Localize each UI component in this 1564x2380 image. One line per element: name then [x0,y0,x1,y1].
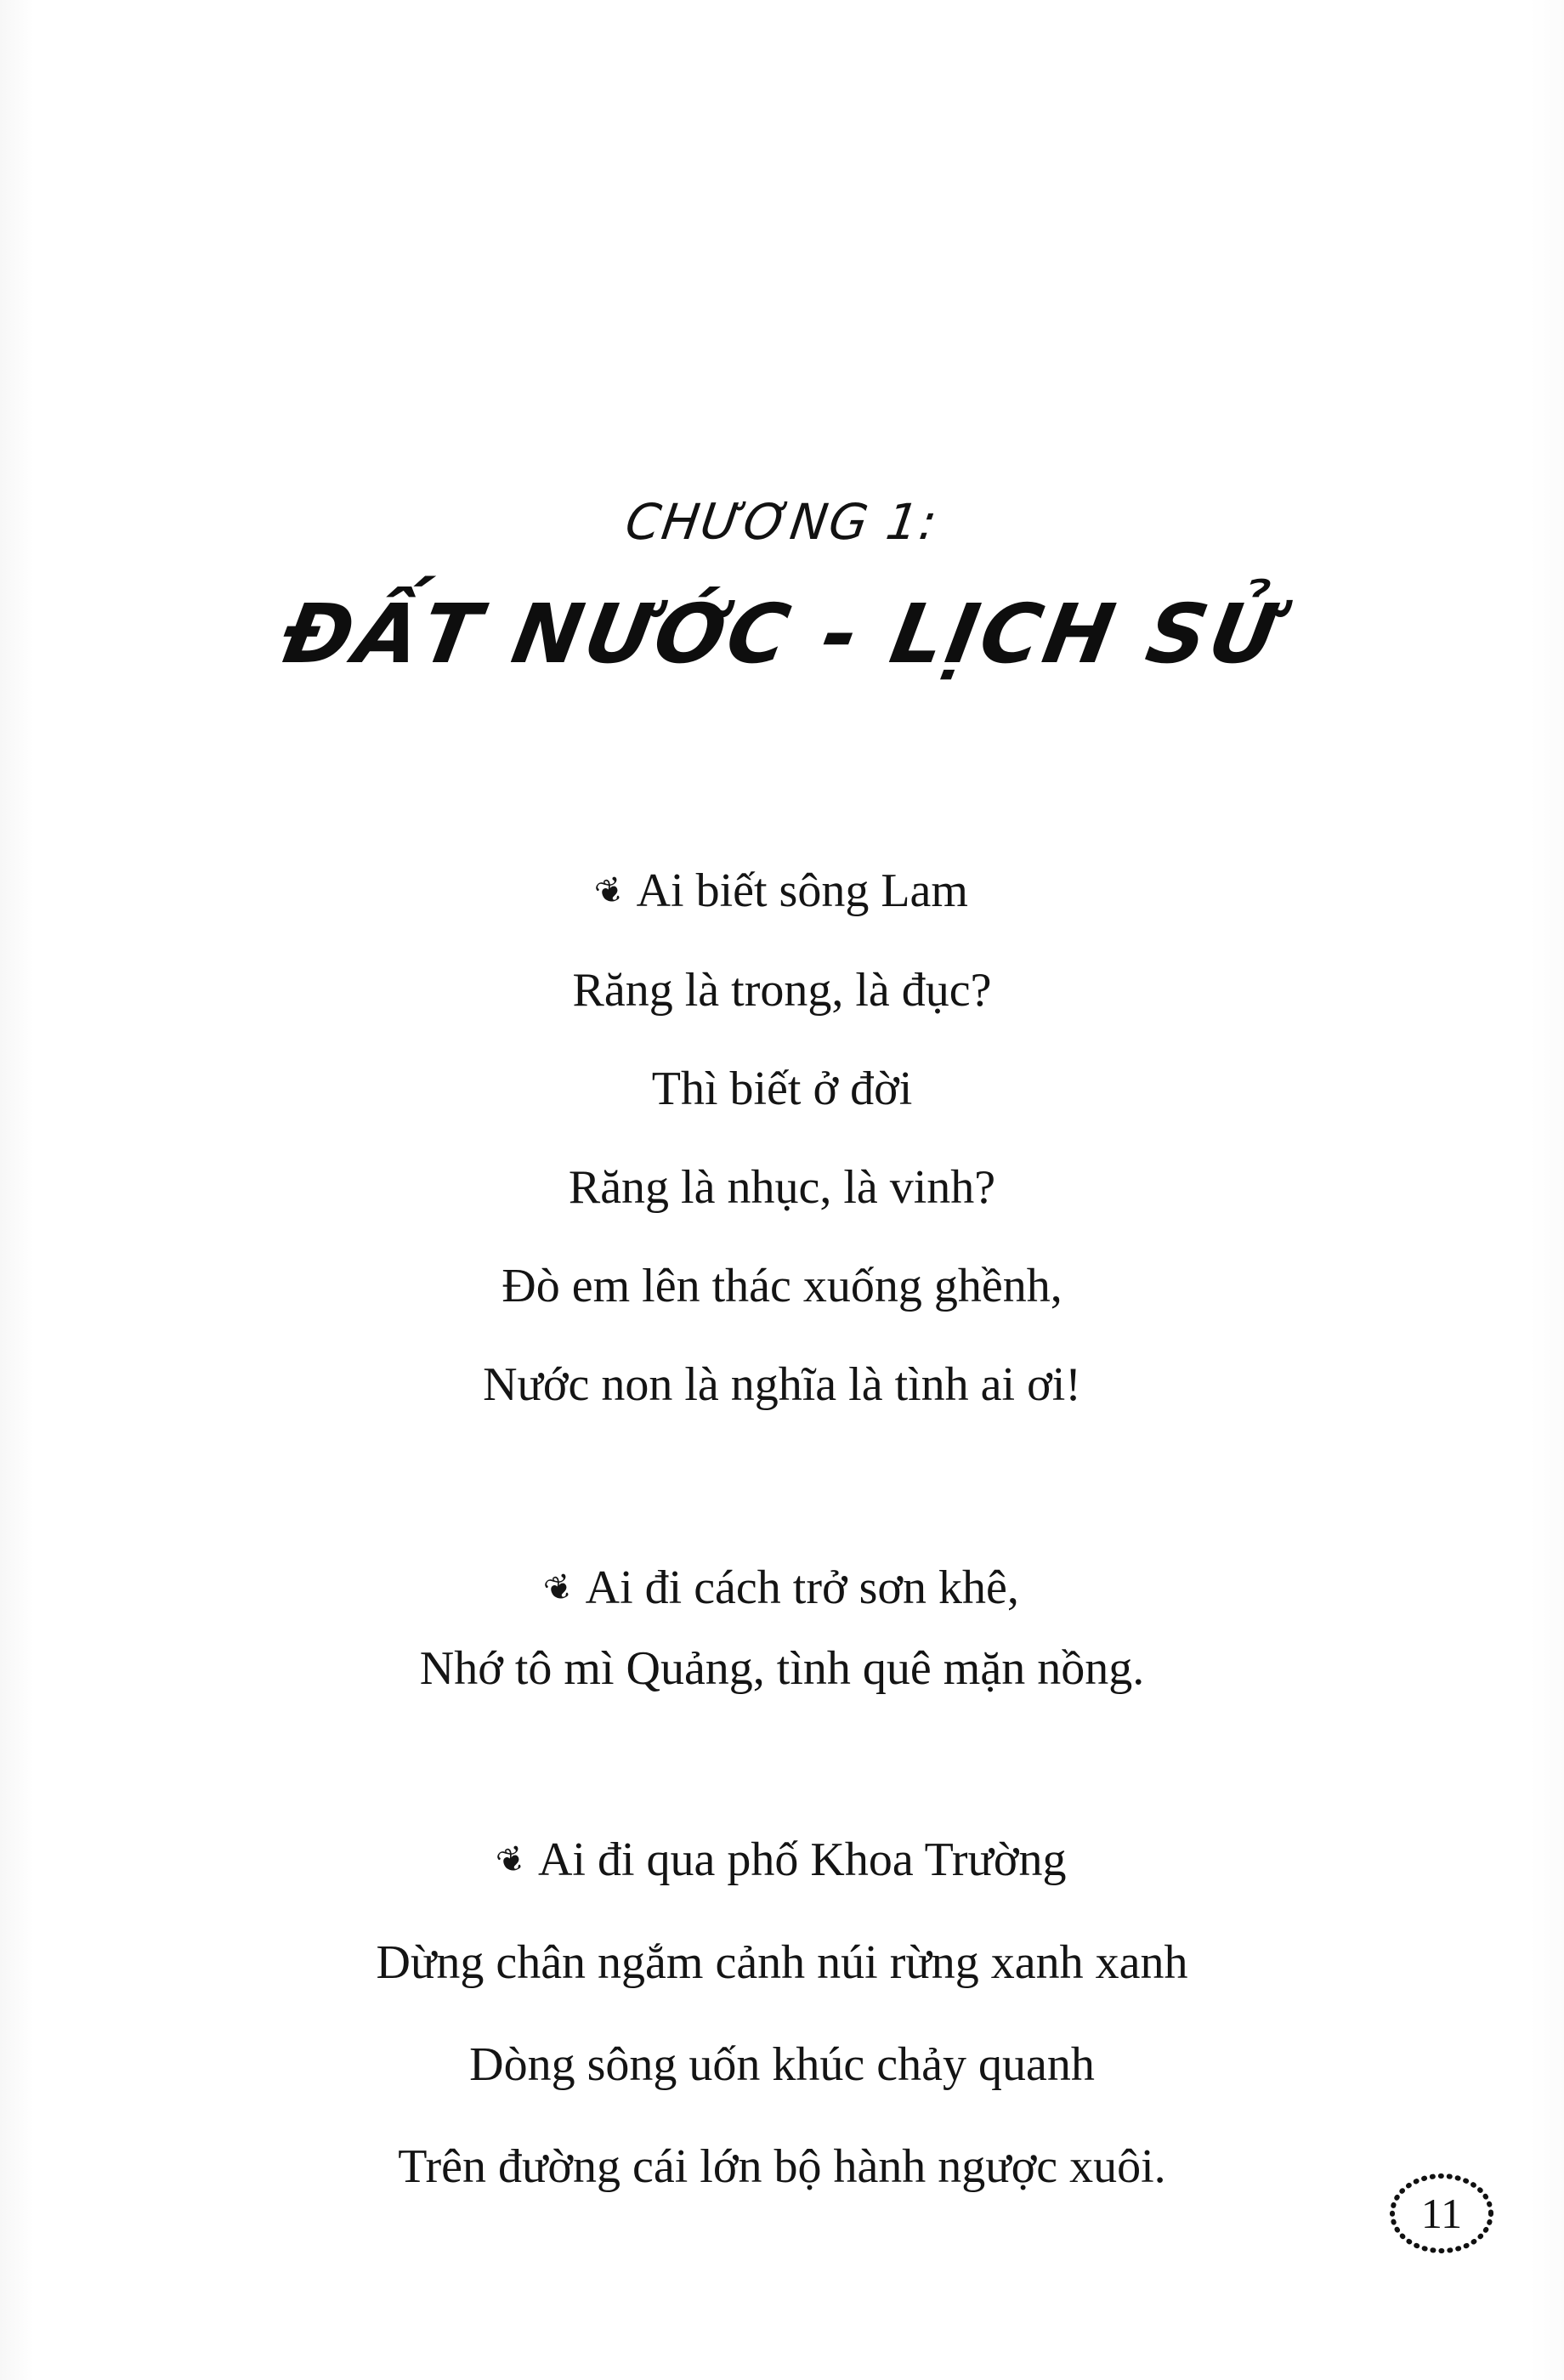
chapter-title: ĐẤT NƯỚC - LỊCH SỬ [275,586,1289,682]
verse-line: Nhớ tô mì Quảng, tình quê mặn nồng. [419,1642,1145,1695]
verse-2 [0,1561,1564,1725]
verse-line: Dòng sông uốn khúc chảy quanh [469,2038,1095,2091]
verse-line: ❦ Ai đi cách trở sơn khê, [0,1564,1564,1612]
leaf-bullet-icon: ❦ [590,868,631,915]
leaf-bullet-icon: ❦ [491,1837,532,1884]
verse-line: Trên đường cái lớn bộ hành ngược xuôi. [398,2140,1166,2193]
verse-1 [0,864,1564,1459]
verse-line: Răng là trong, là đục? [572,964,992,1017]
page-number-badge [1387,2169,1496,2258]
verse-3 [0,1833,1564,2245]
verse-line: Đò em lên thác xuống ghềnh, [502,1260,1062,1312]
verse-line: ❦ Ai biết sông Lam [0,867,1564,915]
page-number: 11 [1420,2190,1463,2237]
chapter-label: CHƯƠNG 1: [621,493,943,551]
verse-line: Răng là nhục, là vinh? [568,1161,996,1214]
verse-line: Nước non là nghĩa là tình ai ơi! [483,1358,1081,1411]
verse-line: ❦ Ai đi qua phố Khoa Trường [0,1836,1564,1884]
verse-line: Dừng chân ngắm cảnh núi rừng xanh xanh [376,1936,1188,1989]
verse-line: Thì biết ở đời [651,1062,913,1115]
leaf-bullet-icon: ❦ [539,1565,580,1612]
